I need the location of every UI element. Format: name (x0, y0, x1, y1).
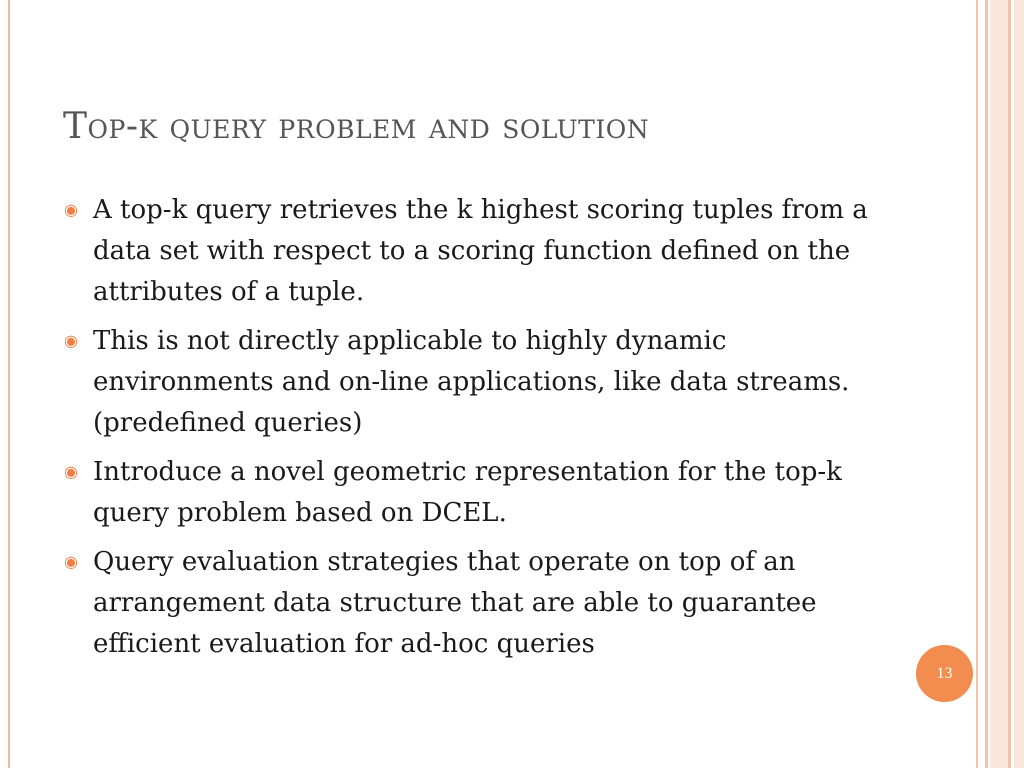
stripe (976, 0, 978, 768)
bullet-item (64, 190, 884, 313)
ring-bullet-icon: ◉ (64, 331, 78, 350)
left-border (8, 0, 10, 768)
bullet-text: Query evaluation strategies that operate on top of an arrangement data structure that are able to guarantee efficient evaluation for ad-hoc queries (93, 547, 817, 659)
bullet-item (64, 452, 884, 534)
stripe (990, 0, 1008, 768)
bullet-text: A top-k query retrieves the k highest scoring tuples from a data set with respect to a scoring function defined on the attributes of a tuple. (93, 195, 868, 307)
ring-bullet-icon: ◉ (64, 462, 78, 481)
bullet-item (64, 542, 884, 665)
ring-bullet-icon: ◉ (64, 552, 78, 571)
right-decorative-stripes (976, 0, 1024, 768)
page-number: 13 (936, 664, 953, 682)
bullet-item (64, 321, 884, 444)
bullet-text: Introduce a novel geometric representation for the top-k query problem based on DCEL. (93, 457, 842, 528)
bullet-text: This is not directly applicable to highly dynamic environments and on-line applications, like data streams. (predefined queries) (93, 326, 850, 438)
stripe (985, 0, 988, 768)
stripe (1008, 0, 1011, 768)
page-number-badge (916, 645, 973, 702)
bullet-list (64, 190, 884, 673)
slide-title: Top-k query problem and solution (63, 106, 650, 147)
stripe (1014, 0, 1024, 768)
ring-bullet-icon: ◉ (64, 200, 78, 219)
